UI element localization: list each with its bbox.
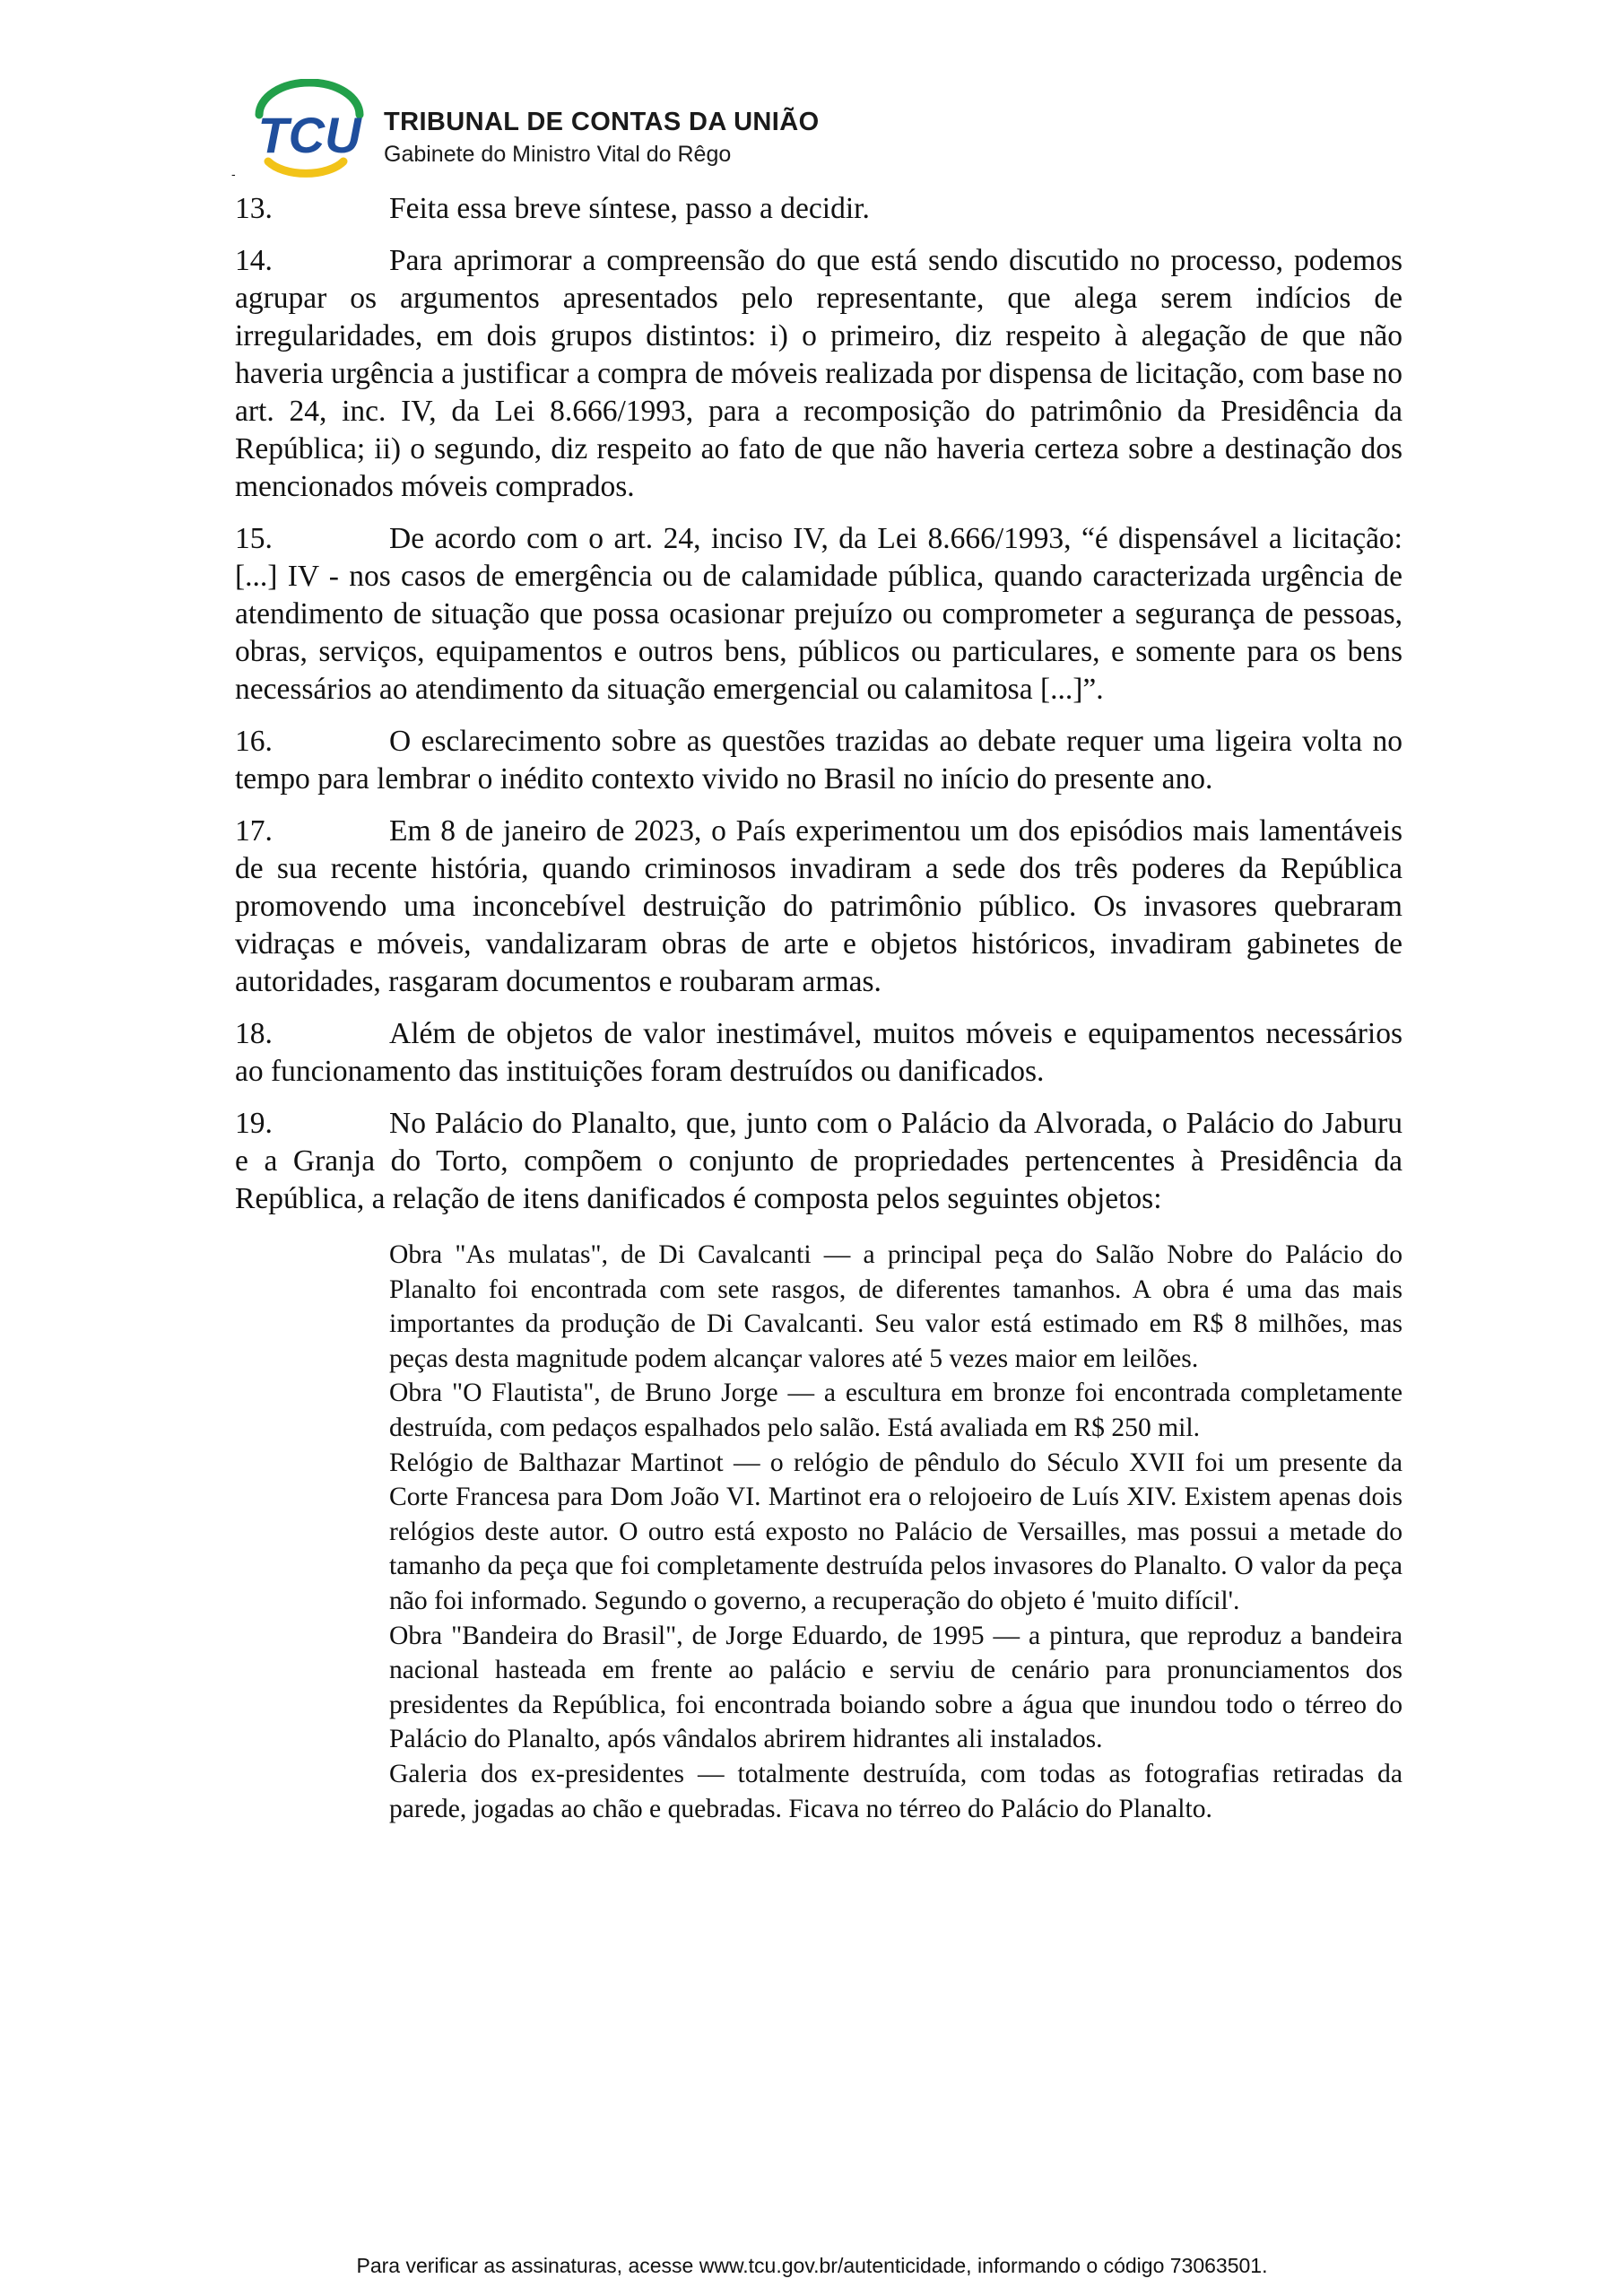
paragraph-number: 18. (235, 1017, 273, 1050)
paragraph-number: 17. (235, 814, 273, 848)
footer-verification-note: Para verificar as assinaturas, acesse www.tcu.gov.br/autenticidade, informando o código 73063501. (356, 2254, 1268, 2277)
paragraph-14 (235, 242, 1403, 506)
paragraph-text: Em 8 de janeiro de 2023, o País experimentou um dos episódios mais lamentáveis de sua recente história, quando criminosos invadiram a sede dos três poderes da República promovendo uma inconcebível destruição do patrimônio público. Os invasores quebraram vidraças e móveis, vandalizaram obras de arte e objetos históricos, invadiram gabinetes de autoridades, rasgaram documentos e roubaram armas. (235, 814, 1403, 998)
paragraph-text: De acordo com o art. 24, inciso IV, da Lei 8.666/1993, “é dispensável a licitação: [...] IV - nos casos de emergência ou de calamidade pública, quando caracterizada urgência de atendimento de situação que possa ocasionar prejuízo ou comprometer a segurança de pessoas, obras, serviços, equipamentos e outros bens, públicos ou particulares, e somente para os bens necessários ao atendimento da situação emergencial ou calamitosa [...]”. (235, 522, 1403, 706)
paragraph-text: Feita essa breve síntese, passo a decidir. (389, 192, 870, 225)
quote-item: Galeria dos ex-presidentes — totalmente destruída, com todas as fotografias retiradas da parede, jogadas ao chão e quebradas. Ficava no térreo do Palácio do Planalto. (389, 1759, 1403, 1823)
quote-item: Obra "As mulatas", de Di Cavalcanti — a principal peça do Salão Nobre do Palácio do Planalto foi encontrada com sete rasgos, de diferentes tamanhos. A obra é uma das mais importantes da produção de Di Cavalcanti. Seu valor está estimado em R$ 8 milhões, mas peças desta magnitude podem alcançar valores até 5 vezes maior em leilões. (389, 1240, 1403, 1373)
paragraph-17 (235, 813, 1403, 1001)
quote-item: Relógio de Balthazar Martinot — o relógio de pêndulo do Século XVII foi um presente da Corte Francesa para Dom João VI. Martinot era o relojoeiro de Luís XIV. Existem apenas dois relógios deste autor. O outro está exposto no Palácio de Versailles, mas possui a metade do tamanho da peça que foi completamente destruída pelos invasores do Planalto. O valor da peça não foi informado. Segundo o governo, a recuperação do objeto é 'muito difícil'. (389, 1448, 1403, 1615)
paragraph-number: 16. (235, 725, 273, 758)
document-body (235, 190, 1403, 1826)
paragraph-15 (235, 520, 1403, 709)
paragraph-text: O esclarecimento sobre as questões trazidas ao debate requer uma ligeira volta no tempo para lembrar o inédito contexto vivido no Brasil no início do presente ano. (235, 725, 1403, 796)
cabinet-subtitle: Gabinete do Ministro Vital do Rêgo (384, 142, 732, 167)
damaged-items-quote (389, 1238, 1403, 1826)
paragraph-19 (235, 1105, 1403, 1218)
paragraph-text: Além de objetos de valor inestimável, muitos móveis e equipamentos necessários ao funcionamento das instituições foram destruídos ou danificados. (235, 1017, 1403, 1088)
org-name: TRIBUNAL DE CONTAS DA UNIÃO (384, 108, 820, 136)
paragraph-number: 13. (235, 192, 273, 225)
quote-item: Obra "Bandeira do Brasil", de Jorge Eduardo, de 1995 — a pintura, que reproduz a bandeira nacional hasteada em frente ao palácio e serviu de cenário para pronunciamentos dos presidentes da República, foi encontrada boiando sobre a água que inundou todo o térreo do Palácio do Planalto, após vândalos abrirem hidrantes ali instalados. (389, 1621, 1403, 1754)
paragraph-text: No Palácio do Planalto, que, junto com o Palácio da Alvorada, o Palácio do Jaburu e a Granja do Torto, compõem o conjunto de propriedades pertencentes à Presidência da República, a relação de itens danificados é composta pelos seguintes objetos: (235, 1107, 1403, 1215)
tcu-logo-icon (247, 79, 372, 178)
paragraph-number: 14. (235, 244, 273, 277)
logo-text: TCU (257, 107, 361, 163)
paragraph-text: Para aprimorar a compreensão do que está sendo discutido no processo, podemos agrupar os argumentos apresentados pelo representante, que alega serem indícios de irregularidades, em dois grupos distintos: i) o primeiro, diz respeito à alegação de que não haveria urgência a justificar a compra de móveis realizada por dispensa de licitação, com base no art. 24, inc. IV, da Lei 8.666/1993, para a recomposição do patrimônio da Presidência da República; ii) o segundo, diz respeito ao fato de que não haveria certeza sobre a destinação dos mencionados móveis comprados. (235, 244, 1403, 503)
paragraph-number: 15. (235, 522, 273, 555)
paragraph-13 (235, 190, 1403, 228)
document-header (247, 79, 1054, 178)
paragraph-number: 19. (235, 1107, 273, 1140)
header-mark: - (231, 167, 236, 181)
paragraph-16 (235, 723, 1403, 798)
quote-item: Obra "O Flautista", de Bruno Jorge — a escultura em bronze foi encontrada completamente destruída, com pedaços espalhados pelo salão. Está avaliada em R$ 250 mil. (389, 1378, 1403, 1442)
paragraph-18 (235, 1015, 1403, 1091)
